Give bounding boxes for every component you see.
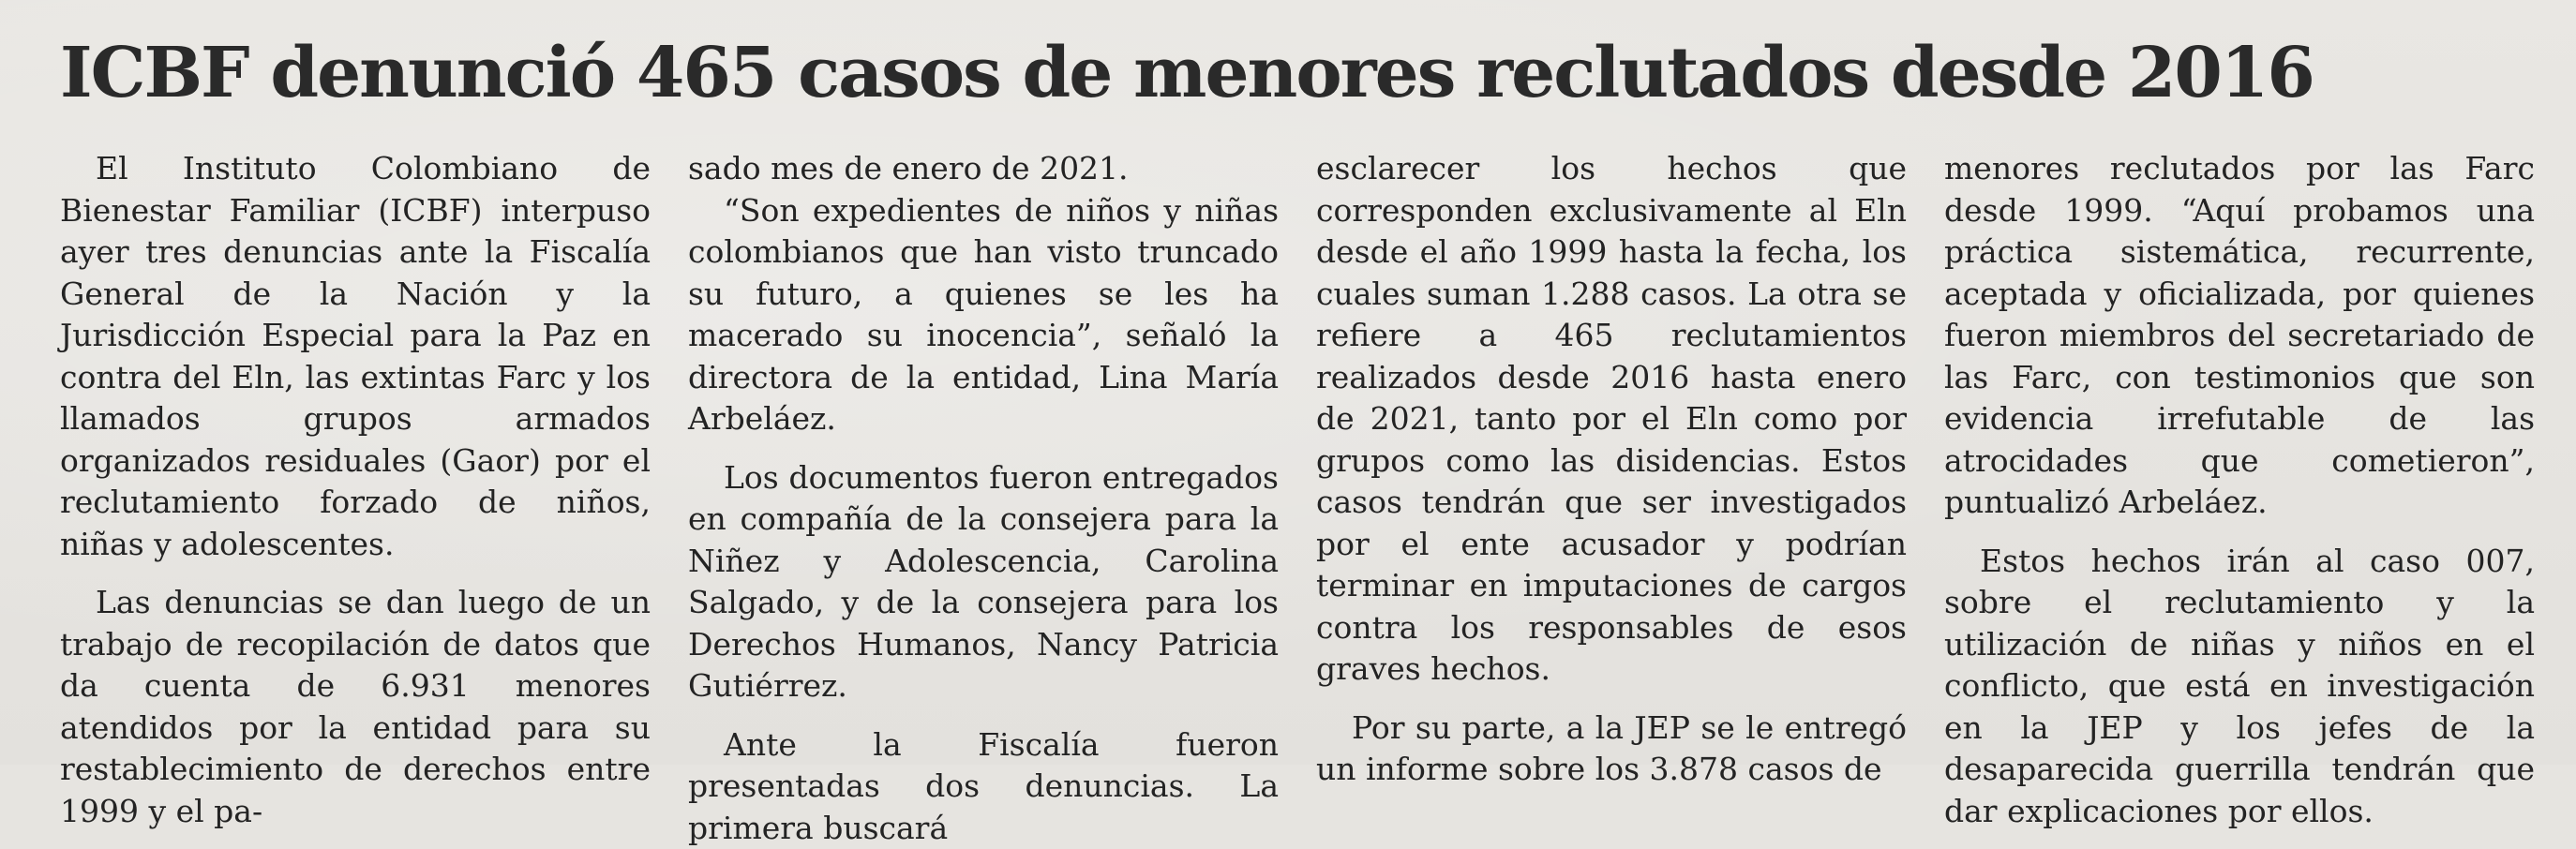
article-column-3 [1316,148,1907,729]
paragraph: Las denuncias se dan luego de un trabajo de recopilación de datos que da cuenta de 6.931 menores atendidos por la entidad para su restablecimiento de derechos entre 1999 y el pa- [60,582,651,832]
paragraph-continuation: sado mes de enero de 2021. [688,148,1279,190]
paragraph: Por su parte, a la JEP se le entregó un informe sobre los 3.878 casos de [1316,708,1907,791]
paragraph-continuation: esclarecer los hechos que corresponden exclusivamente al Eln desde el año 1999 hasta la fecha, los cuales suman 1.288 casos. La otra se refiere a 465 reclutamientos realizados desde 2016 hasta enero de 2021, tanto por el Eln como por grupos como las disidencias. Estos casos tendrán que ser investigados por el ente acusador y podrían terminar en imputaciones de cargos contra los responsables de esos graves hechos. [1316,148,1907,691]
paragraph: Los documentos fueron entregados en compañía de la consejera para la Niñez y Adolescencia, Carolina Salgado, y de la consejera para los Derechos Humanos, Nancy Patricia Gutiérrez. [688,457,1279,708]
article-column-2 [688,148,1279,729]
article-body [60,148,2535,729]
article-column-4 [1944,148,2535,729]
paragraph-continuation: menores reclutados por las Farc desde 1999. “Aquí probamos una práctica sistemática, recurrente, aceptada y oficializada, por quienes fueron miembros del secretariado de las Farc, con testimonios que son evidencia irrefutable de las atrocidades que cometieron”, puntualizó Arbeláez. [1944,148,2535,524]
paragraph: El Instituto Colombiano de Bienestar Familiar (ICBF) interpuso ayer tres denuncias ante la Fiscalía General de la Nación y la Jurisdicción Especial para la Paz en contra del Eln, las extintas Farc y los llamados grupos armados organizados residuales (Gaor) por el reclutamiento forzado de niños, niñas y adolescentes. [60,148,651,565]
paragraph: Ante la Fiscalía fueron presentadas dos denuncias. La primera buscará [688,724,1279,849]
article-column-1 [60,148,651,729]
paragraph: Estos hechos irán al caso 007, sobre el reclutamiento y la utilización de niñas y niños en el conflicto, que está en investigación en la JEP y los jefes de la desaparecida guerrilla tendrán que dar explicaciones por ellos. [1944,541,2535,833]
paragraph: “Son expedientes de niños y niñas colombianos que han visto truncado su futuro, a quienes se les ha macerado su inocencia”, señaló la directora de la entidad, Lina María Arbeláez. [688,190,1279,440]
headline: ICBF denunció 465 casos de menores reclutados desde 2016 [60,26,2314,120]
